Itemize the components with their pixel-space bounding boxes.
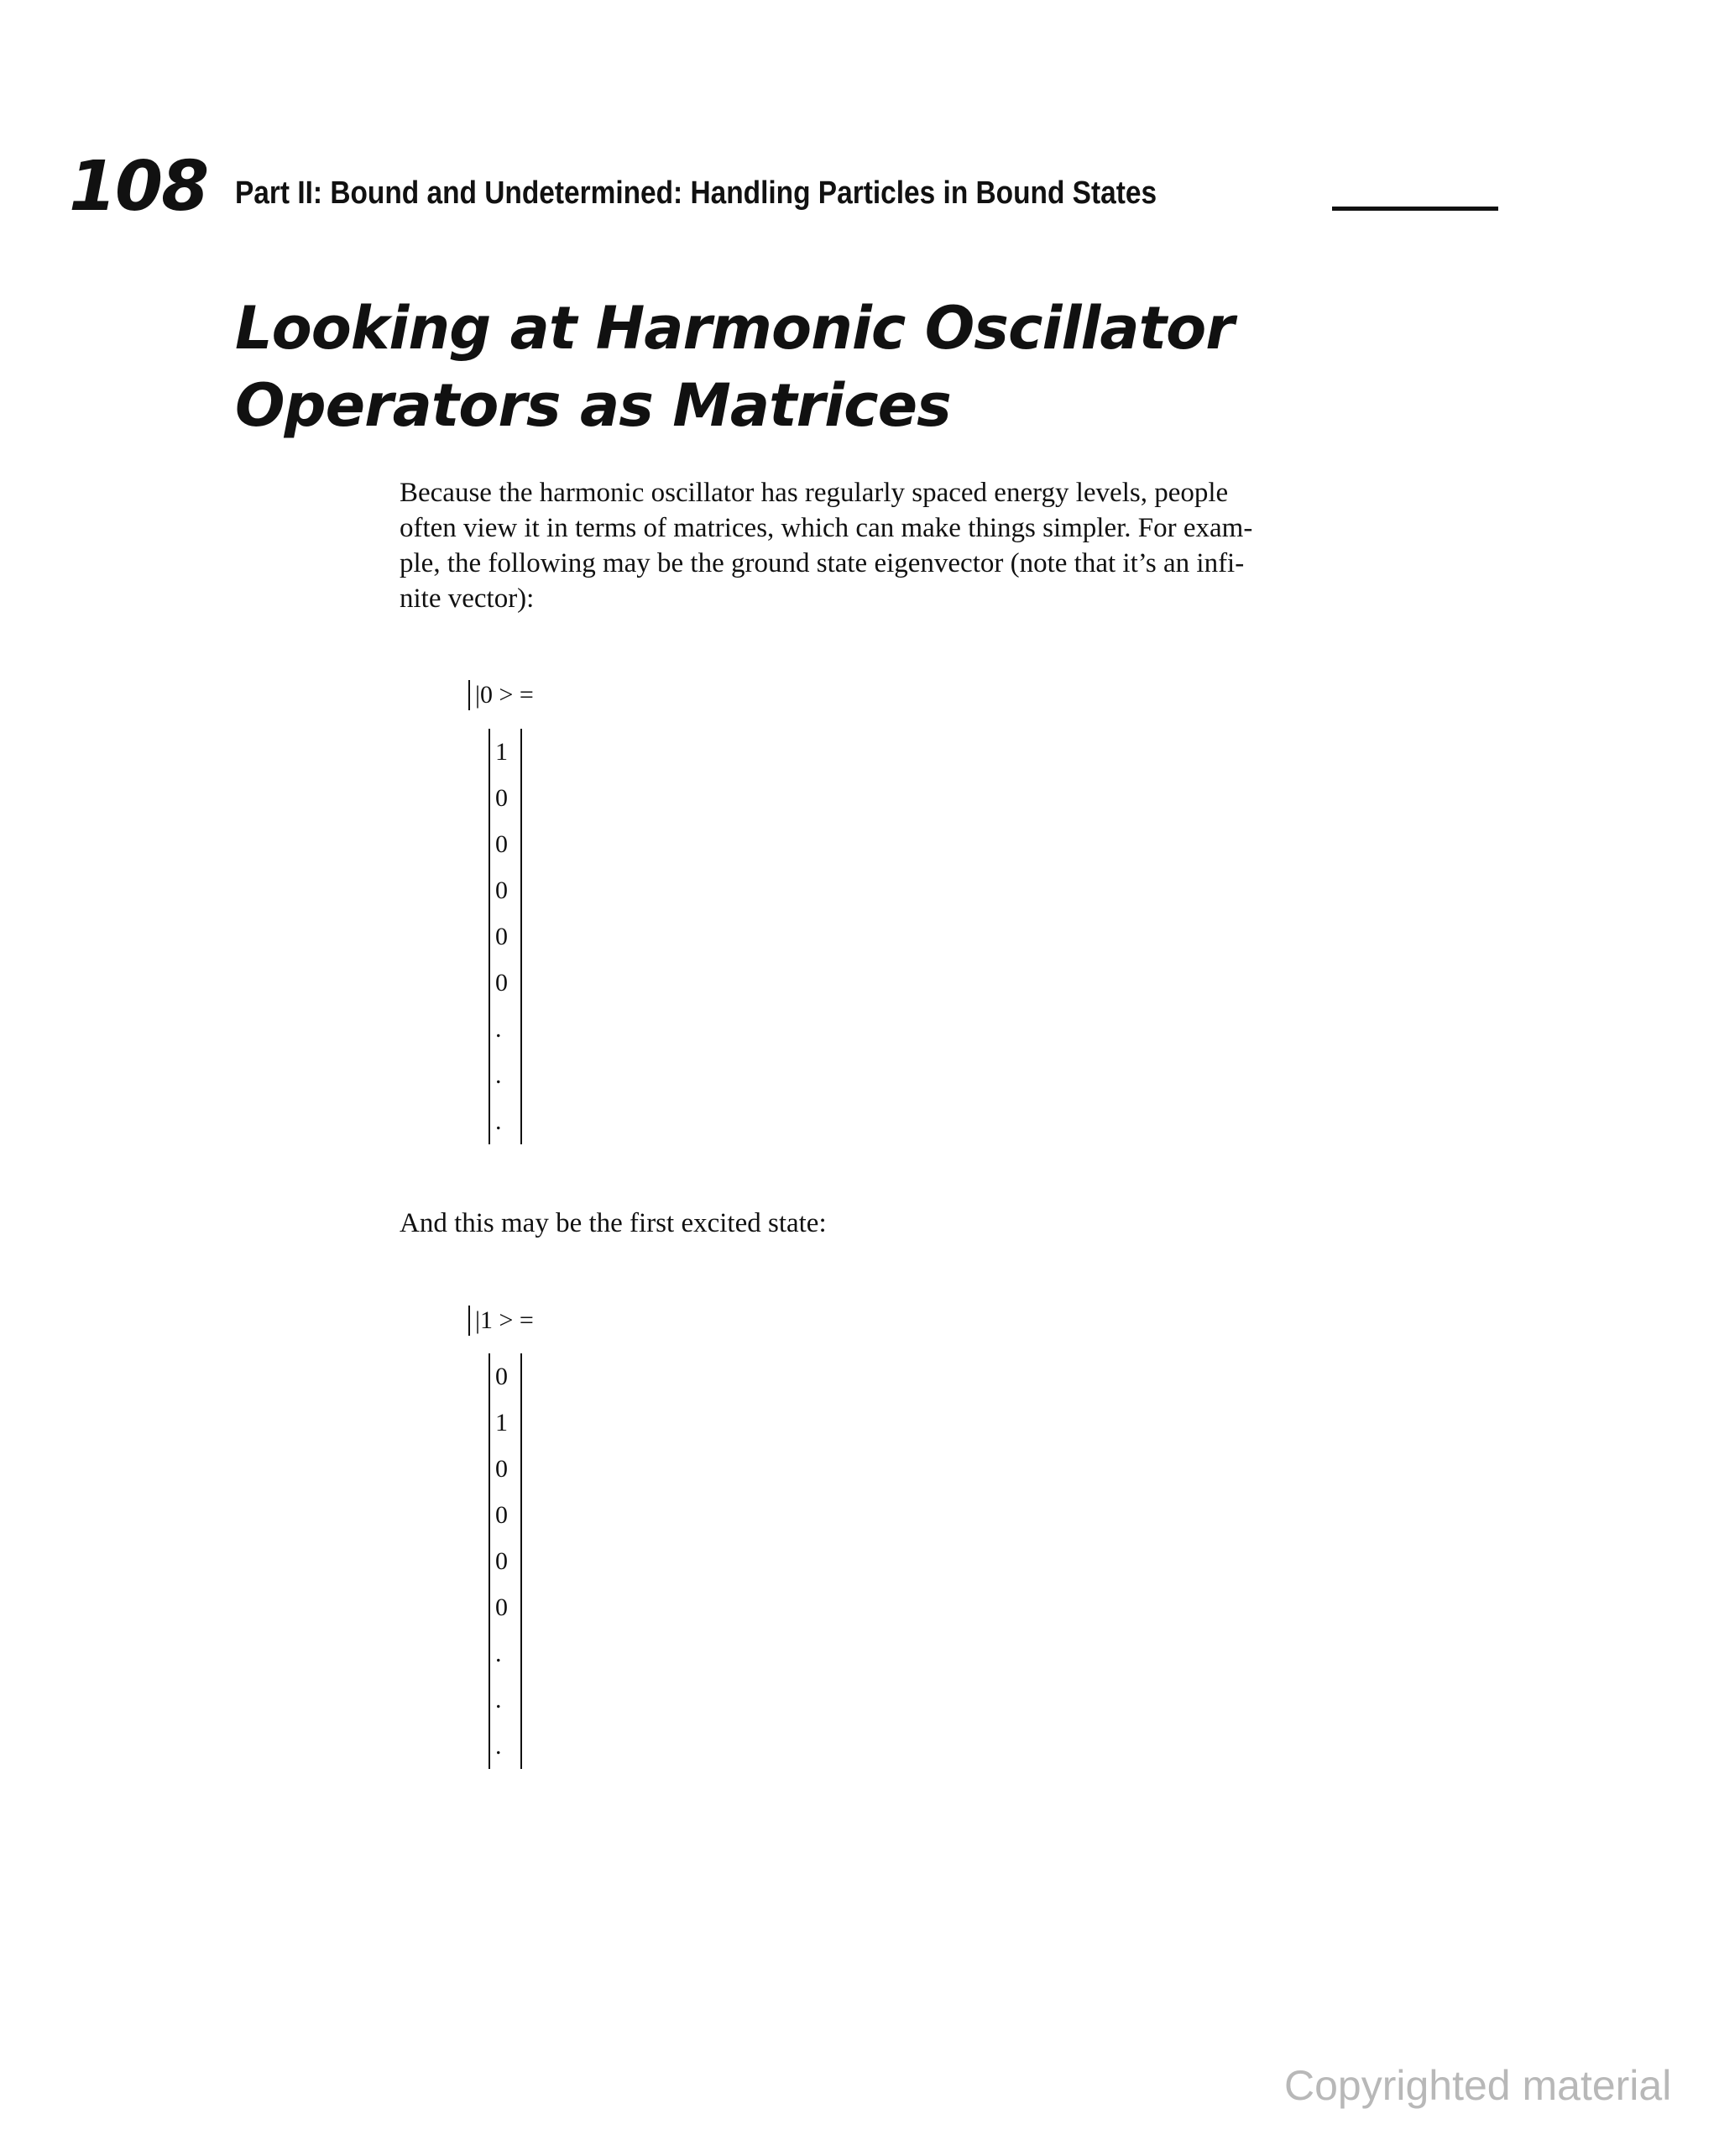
vector-entry: 0 bbox=[495, 969, 508, 997]
vector-entry: 0 bbox=[495, 1363, 508, 1390]
page-number: 108 bbox=[69, 147, 208, 227]
paragraph-line: ple, the following may be the ground state eigenvector (note that it’s an infi- bbox=[400, 548, 1245, 578]
vector-entry: . bbox=[495, 1015, 502, 1043]
ground-state-vector bbox=[489, 729, 522, 1144]
ket-label-ground-state: |0 > = bbox=[468, 680, 534, 710]
paragraph-line: often view it in terms of matrices, which can make things simpler. For exam- bbox=[400, 513, 1253, 543]
copyright-watermark: Copyrighted material bbox=[1284, 2062, 1672, 2109]
vector-entry: 0 bbox=[495, 830, 508, 858]
section-title bbox=[235, 290, 1578, 444]
vector-entry: . bbox=[495, 1107, 502, 1135]
vector-entry: 0 bbox=[495, 877, 508, 904]
vector-entry: . bbox=[495, 1061, 502, 1089]
vector-entry: 0 bbox=[495, 784, 508, 812]
header-rule bbox=[1332, 207, 1498, 211]
paragraph-line: Because the harmonic oscillator has regularly spaced energy levels, people bbox=[400, 478, 1229, 508]
vector-entry: 0 bbox=[495, 1455, 508, 1483]
vector-entry: 1 bbox=[495, 738, 508, 766]
vector-entry: 0 bbox=[495, 923, 508, 950]
body-paragraph bbox=[400, 1206, 1474, 1241]
body-paragraph bbox=[400, 475, 1474, 616]
first-excited-state-vector bbox=[489, 1353, 522, 1769]
vector-entry: . bbox=[495, 1640, 502, 1667]
vector-entry: . bbox=[495, 1686, 502, 1714]
paragraph-line: And this may be the first excited state: bbox=[400, 1208, 827, 1238]
section-title-line: Looking at Harmonic Oscillator bbox=[235, 294, 1234, 363]
section-title-line: Operators as Matrices bbox=[235, 371, 951, 440]
ket-label-first-excited-state: |1 > = bbox=[468, 1306, 534, 1336]
vector-entry: 1 bbox=[495, 1409, 508, 1436]
vector-entry: 0 bbox=[495, 1501, 508, 1529]
paragraph-line: nite vector): bbox=[400, 583, 535, 614]
vector-entry: 0 bbox=[495, 1593, 508, 1621]
vector-entry: 0 bbox=[495, 1547, 508, 1575]
vector-entry: . bbox=[495, 1732, 502, 1760]
running-head: Part II: Bound and Undetermined: Handling Particles in Bound States bbox=[235, 175, 1157, 211]
page-header bbox=[69, 149, 1496, 233]
